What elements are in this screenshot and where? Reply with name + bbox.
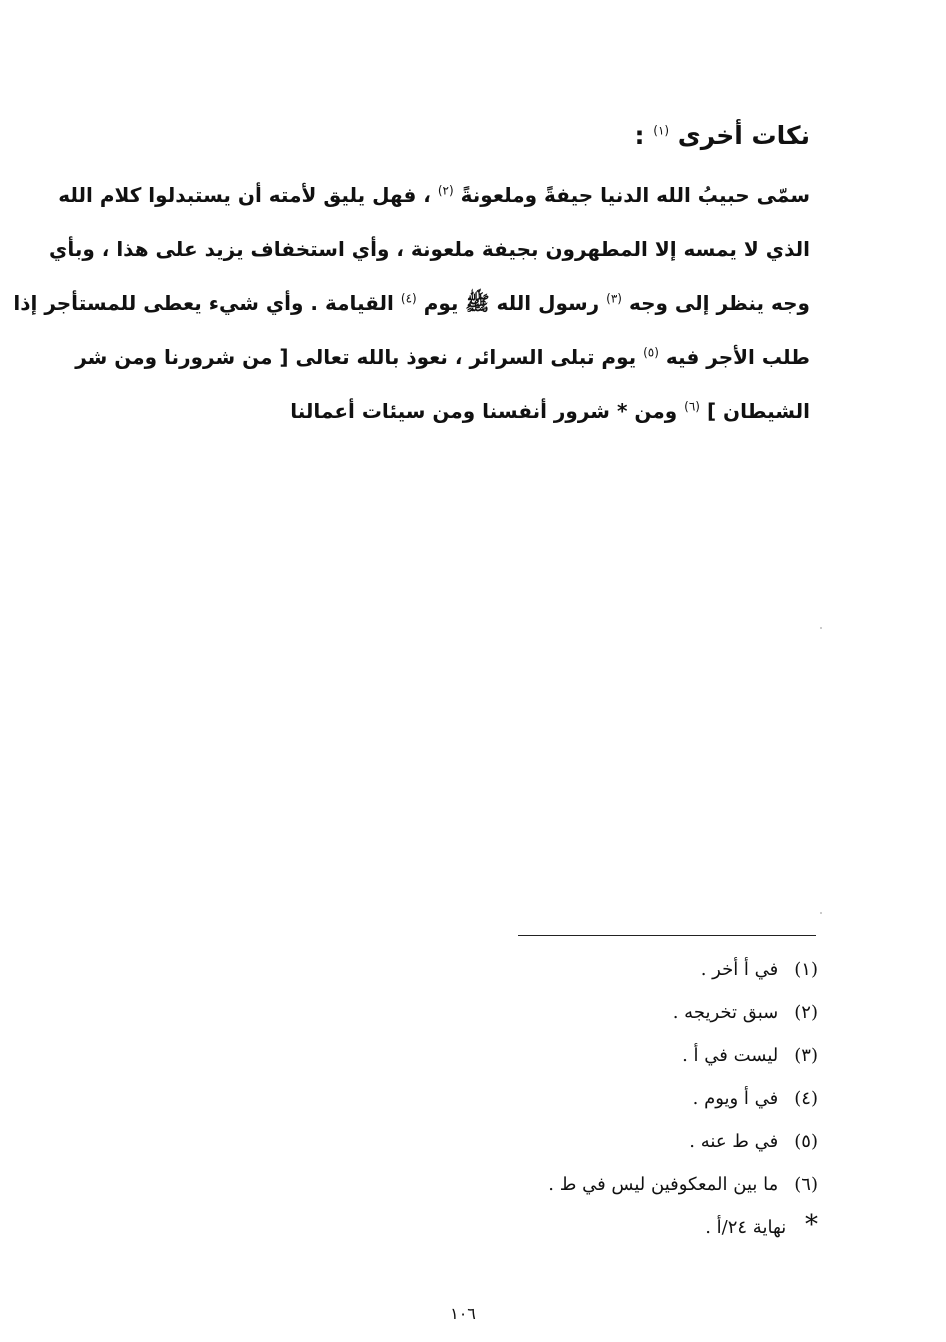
footnote-number: (٤) xyxy=(794,1088,818,1109)
section-heading xyxy=(635,118,810,154)
body-line-1: سمّى حبيبُ الله الدنيا جيفةً وملعونةً $^{(٢)}$ ، فهل يليق لأمته أن يستبدلوا كلام الله xyxy=(58,183,810,207)
footnote-item xyxy=(548,1122,818,1165)
footnote-text: في أ ويوم . xyxy=(692,1088,779,1109)
footnote-ref-3: (٣) xyxy=(606,291,622,306)
footnote-ref-5: (٥) xyxy=(643,345,659,360)
footnote-ref-6: (٦) xyxy=(684,399,700,414)
body-paragraph xyxy=(13,168,810,438)
scan-speck xyxy=(820,627,822,629)
heading-colon: : xyxy=(634,121,645,150)
footnote-text: في ط عنه . xyxy=(689,1131,779,1152)
asterisk-marker: * xyxy=(805,1210,818,1240)
scan-speck xyxy=(820,912,822,914)
footnote-text: سبق تخريجه . xyxy=(672,1002,779,1023)
footnote-text: ما بين المعكوفين ليس في ط . xyxy=(548,1174,779,1195)
body-line-5: الشيطان ] $^{(٦)}$ ومن * شرور أنفسنا ومن سيئات أعمالنا xyxy=(290,399,810,423)
heading-text: نكات أخرى xyxy=(677,121,810,150)
body-line-3: وجه ينظر إلى وجه $^{(٣)}$ رسول الله ﷺ يوم $^{(٤)}$ القيامة . وأي شيء يعطى للمستأجر إذا xyxy=(13,291,810,315)
footnote-item-folio xyxy=(548,1208,818,1251)
footnote-ref-2: (٢) xyxy=(437,183,454,198)
footnotes xyxy=(548,950,818,1251)
footnote-item xyxy=(548,993,818,1036)
footnote-item xyxy=(548,1079,818,1122)
footnote-number: (٦) xyxy=(794,1174,818,1195)
footnote-separator xyxy=(518,935,816,936)
body-line-4: طلب الأجر فيه $^{(٥)}$ يوم تبلى السرائر ، نعوذ بالله تعالى [ من شرورنا ومن شر xyxy=(75,345,810,369)
footnote-number: (٢) xyxy=(794,1002,818,1023)
footnote-number: (٣) xyxy=(794,1045,818,1066)
footnote-item xyxy=(548,950,818,993)
footnote-text: في أ أخر . xyxy=(700,959,779,980)
footnote-item xyxy=(548,1036,818,1079)
page-number: ١٠٦ xyxy=(450,1304,476,1323)
footnote-item xyxy=(548,1165,818,1208)
body-line-2: الذي لا يمسه إلا المطهرون بجيفة ملعونة ، وأي استخفاف يزيد على هذا ، وبأي xyxy=(49,237,810,261)
footnote-number: (٥) xyxy=(794,1131,818,1152)
footnote-text: نهاية ٢٤/أ . xyxy=(705,1217,787,1238)
footnote-number: (١) xyxy=(794,959,818,980)
heading-footnote-ref: (١) xyxy=(653,123,670,138)
footnote-ref-4: (٤) xyxy=(400,291,417,306)
footnote-text: ليست في أ . xyxy=(682,1045,779,1066)
